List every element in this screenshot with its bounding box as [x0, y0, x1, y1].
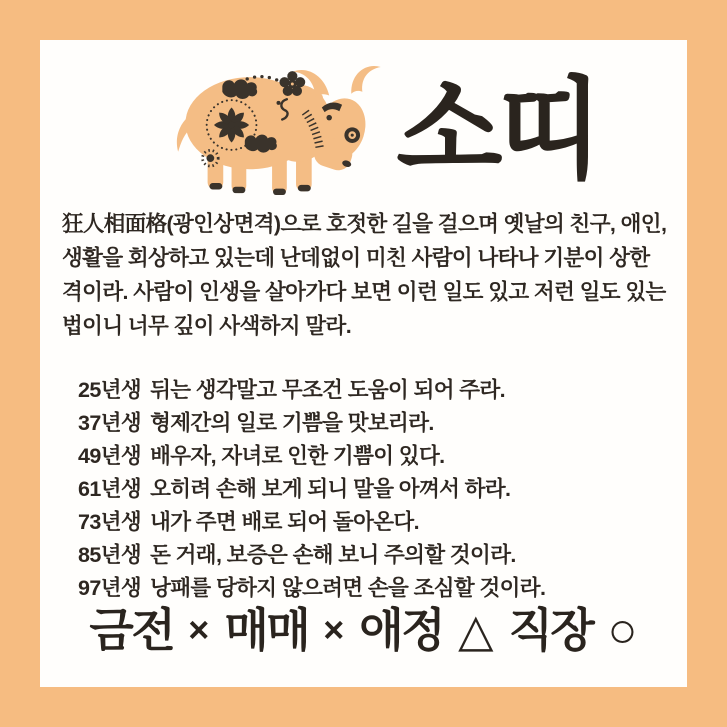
fortune-text: 형제간의 일로 기쁨을 맛보리라.	[150, 411, 434, 435]
birth-year-label: 49년생	[78, 444, 142, 468]
year-fortune-item	[78, 572, 677, 605]
header	[54, 52, 687, 210]
summary-label-trade: 매매	[224, 604, 309, 656]
summary-mark-trade: ×	[323, 609, 345, 650]
birth-year-label: 97년생	[78, 576, 142, 600]
fortune-text: 오히려 손해 보게 되니 말을 아껴서 하라.	[150, 477, 511, 501]
birth-year-label: 73년생	[78, 510, 142, 534]
intro-line: 생활을 회상하고 있는데 난데없이 미친 사람이 나타나 기분이 상한	[62, 246, 650, 270]
birth-year-label: 37년생	[78, 411, 142, 435]
year-fortune-item	[78, 440, 677, 473]
summary-mark-money: ×	[188, 609, 210, 650]
year-fortune-item	[78, 539, 677, 572]
year-fortune-item	[78, 407, 677, 440]
summary-label-love: 애정	[359, 604, 444, 656]
intro-line: 법이니 너무 깊이 사색하지 말라.	[62, 314, 352, 338]
fortune-text: 내가 주면 배로 되어 돌아온다.	[150, 510, 419, 534]
year-fortune-item	[78, 473, 677, 506]
year-fortune-item	[78, 506, 677, 539]
zodiac-title: 소띠	[396, 69, 599, 192]
fortune-text: 돈 거래, 보증은 손해 보니 주의할 것이라.	[150, 543, 516, 567]
summary-mark-love: △	[458, 604, 494, 656]
summary-label-money: 금전	[89, 604, 174, 656]
ox-icon	[156, 55, 390, 207]
birth-year-label: 61년생	[78, 477, 142, 501]
summary-label-work: 직장	[508, 604, 593, 656]
intro-paragraph	[62, 207, 677, 343]
fortune-text: 뒤는 생각말고 무조건 도움이 되어 주라.	[150, 378, 506, 402]
intro-line: 狂人相面格(광인상면격)으로 호젓한 길을 걸으며 옛날의 친구, 애인,	[62, 212, 667, 236]
fortune-card	[40, 40, 687, 687]
year-fortune-item	[78, 374, 677, 407]
summary-mark-work: ○	[607, 602, 638, 658]
category-summary	[40, 602, 687, 658]
fortune-text: 배우자, 자녀로 인한 기쁨이 있다.	[150, 444, 445, 468]
birth-year-label: 85년생	[78, 543, 142, 567]
year-fortune-list	[78, 374, 677, 605]
intro-line: 격이라. 사람이 인생을 살아가다 보면 이런 일도 있고 저런 일도 있는	[62, 280, 666, 304]
birth-year-label: 25년생	[78, 378, 142, 402]
fortune-text: 낭패를 당하지 않으려면 손을 조심할 것이라.	[150, 576, 546, 600]
